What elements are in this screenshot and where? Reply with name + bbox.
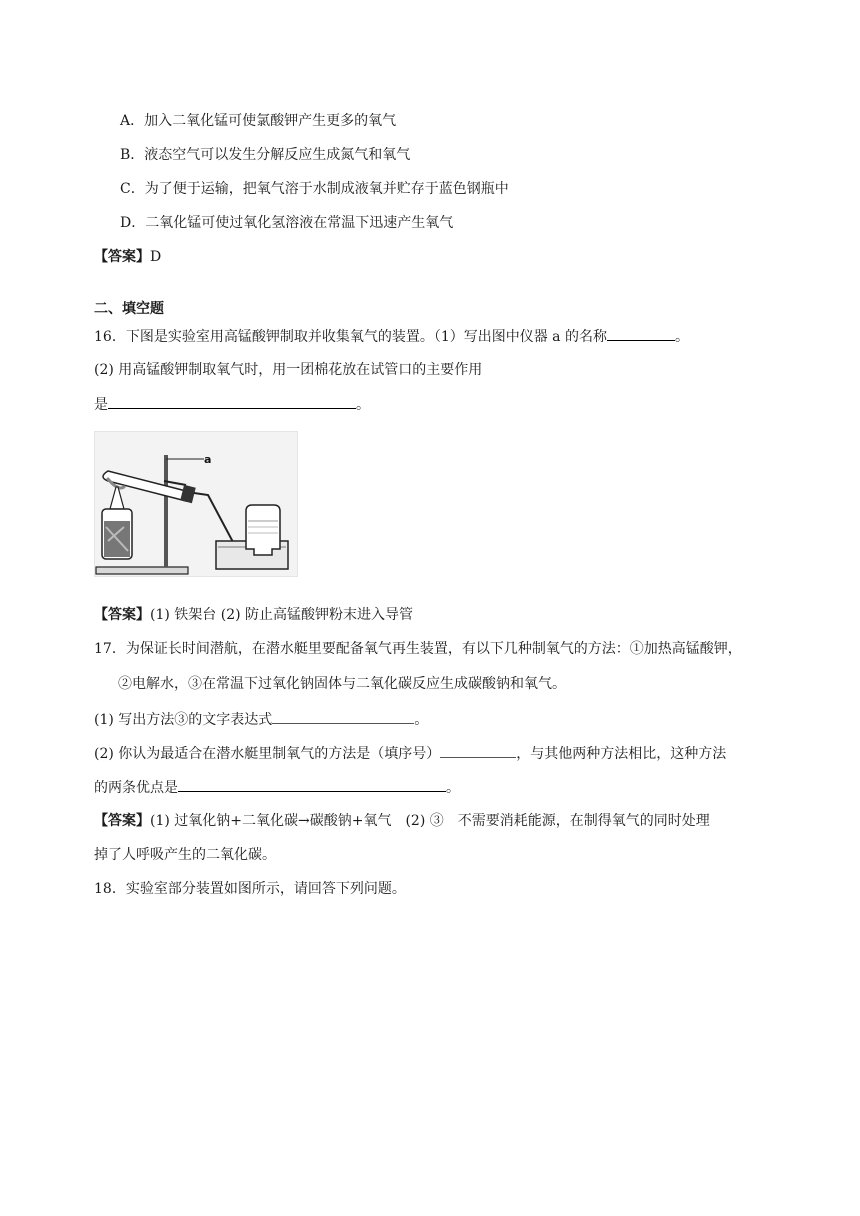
answer-17-line2: 掉了人呼吸产生的二氧化碳。 [94,847,276,863]
oxygen-apparatus-figure [94,431,298,577]
q16-line1 [94,326,689,347]
q16-text: 16．下图是实验室用高锰酸钾制取并收集氧气的装置。（1）写出图中仪器 a 的名称 [94,329,607,345]
option-a: A．加入二氧化锰可使氯酸钾产生更多的氧气 [120,113,397,129]
answer-16 [94,605,413,625]
answer-tag: 【答案】 [94,607,150,623]
answer-text: (1) 过氧化钠+二氧化碳→碳酸钠+氧气 (2) ③ 不需要消耗能源，在制得氧气的同时处理 [150,813,710,829]
q16-line3-period: 。 [356,397,370,413]
q17-line5-period: 。 [446,780,460,796]
answer-text: (1) 铁架台 (2) 防止高锰酸钾粉末进入导管 [150,607,414,623]
stand-base [96,567,188,574]
q16-line3-text: 是 [94,397,108,413]
q17-line4-text: (2) 你认为最适合在潜水艇里制氧气的方法是（填序号） [94,746,441,762]
q17-line5 [94,777,460,798]
section-title: 二、填空题 [94,301,164,317]
stand-rod [164,455,168,567]
q16-line2: (2) 用高锰酸钾制取氧气时，用一团棉花放在试管口的主要作用 [94,362,483,378]
q16-line3 [94,394,370,415]
q16-period: 。 [674,329,689,345]
answer-17-line1 [94,811,710,831]
q17-blank-2[interactable] [440,743,516,758]
collecting-bottle [246,505,280,555]
q17-blank-3[interactable] [178,777,446,792]
q17-line4 [94,743,726,764]
q17-line3 [94,709,428,730]
q16-blank-1[interactable] [607,326,675,341]
answer-text: D [150,249,162,265]
answer-tag: 【答案】 [94,813,150,829]
q17-blank-1[interactable] [272,709,414,724]
answer-tag: 【答案】 [94,249,150,265]
label-a: a [204,453,212,466]
q17-line2: ②电解水，③在常温下过氧化钠固体与二氧化碳反应生成碳酸钠和氧气。 [118,676,566,692]
option-d: D．二氧化锰可使过氧化氢溶液在常温下迅速产生氧气 [120,215,454,231]
option-c: C．为了便于运输，把氧气溶于水制成液氧并贮存于蓝色钢瓶中 [120,181,509,197]
q17-line3-period: 。 [414,712,429,728]
q17-line3-text: (1) 写出方法③的文字表达式 [94,712,273,728]
q18-line: 18．实验室部分装置如图所示，请回答下列问题。 [94,881,406,897]
q17-line4-text-b: ，与其他两种方法相比，这种方法 [516,746,727,762]
option-b: B．液态空气可以发生分解反应生成氮气和氧气 [120,147,411,163]
q17-line5-text: 的两条优点是 [94,780,178,796]
answer-15 [94,247,161,267]
q17-line1: 17．为保证长时间潜航，在潜水艇里要配备氧气再生装置，有以下几种制氧气的方法：①加热高锰酸钾， [94,641,742,657]
q16-blank-2[interactable] [108,394,356,409]
